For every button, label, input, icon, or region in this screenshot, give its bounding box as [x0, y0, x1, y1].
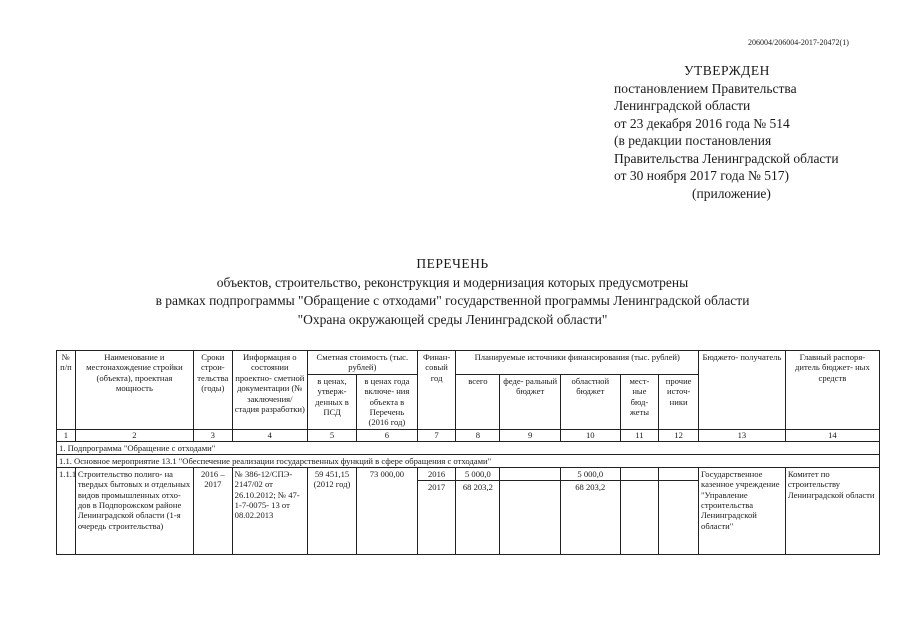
header-federal: феде- ральный бюджет [500, 374, 561, 429]
header-other: прочие источ- ники [659, 374, 699, 429]
funding-regional: 5 000,0 [560, 467, 620, 480]
main-activity-title: 1.1. Основное мероприятие 13.1 "Обеспечение реализации государственных функций в сфере обращения с отходами" [57, 454, 880, 467]
column-number: 14 [785, 429, 879, 441]
funding-federal [500, 467, 561, 480]
header-total: всего [456, 374, 500, 429]
objects-table [56, 350, 880, 555]
funding-local [620, 467, 659, 480]
header-fin-year: Финан- совый год [417, 351, 456, 430]
approval-block [614, 62, 839, 202]
column-number: 5 [307, 429, 356, 441]
section-row [57, 441, 880, 454]
header-terms: Сроки строи- тельства (годы) [193, 351, 232, 430]
header-name: Наименование и местонахождение стройки (объекта), проектная мощность [75, 351, 193, 430]
funding-other [659, 481, 699, 555]
cost-list: 73 000,00 [357, 467, 418, 554]
header-cost-psd: в ценах, утверж- денных в ПСД [307, 374, 356, 429]
approval-title: УТВЕРЖДЕН [684, 63, 770, 78]
approval-line: Ленинградской области [614, 98, 751, 113]
header-regional: областной бюджет [560, 374, 620, 429]
cost-psd: 59 451,15 (2012 год) [307, 467, 356, 554]
financial-year: 2016 [417, 467, 456, 480]
column-number: 6 [357, 429, 418, 441]
row-number: 1.1.1 [57, 467, 76, 554]
column-number: 11 [620, 429, 659, 441]
column-number: 3 [193, 429, 232, 441]
construction-terms: 2016 – 2017 [193, 467, 232, 554]
heading-line: "Охрана окружающей среды Ленинградской области" [297, 311, 608, 327]
column-numbers-row [57, 429, 880, 441]
approval-line: постановлением Правительства [614, 80, 797, 96]
object-name: Строительство полиго- на твердых бытовых и отдельных видов промышленных отхо- дов в Подпорожском районе Ленинградской области (1-я очередь строительства) [75, 467, 193, 554]
header-no: № п/п [57, 351, 76, 430]
table-header-row [57, 351, 880, 375]
column-number: 13 [699, 429, 786, 441]
header-sources: Планируемые источники финансирования (тыс. рублей) [456, 351, 699, 375]
column-number: 8 [456, 429, 500, 441]
document-heading [0, 255, 905, 329]
header-cost: Сметная стоимость (тыс. рублей) [307, 351, 417, 375]
funding-total: 68 203,2 [456, 481, 500, 555]
budget-recipient: Государственное казенное учреждение "Управление строительства Ленинградской области" [699, 467, 786, 554]
table-row [57, 467, 880, 480]
financial-year: 2017 [417, 481, 456, 555]
section-row [57, 454, 880, 467]
subprogram-title: 1. Подпрограмма "Обращение с отходами" [57, 441, 880, 454]
header-recipient: Бюджето- получатель [699, 351, 786, 430]
heading-line: в рамках подпрограммы "Обращение с отходами" государственной программы Ленинградской области [155, 293, 750, 308]
heading-line: объектов, строительство, реконструкция и модернизация которых предусмотрены [216, 274, 689, 290]
funding-other [659, 467, 699, 480]
column-number: 9 [500, 429, 561, 441]
funding-federal [500, 481, 561, 555]
budget-manager: Комитет по строительству Ленинградской области [785, 467, 879, 554]
funding-regional: 68 203,2 [560, 481, 620, 555]
approval-line: от 30 ноября 2017 года № 517) [614, 168, 790, 183]
column-number: 12 [659, 429, 699, 441]
funding-total: 5 000,0 [456, 467, 500, 480]
header-manager: Главный распоря- дитель бюджет- ных средств [785, 351, 879, 430]
column-number: 10 [560, 429, 620, 441]
document-id: 206004/206004-2017-20472(1) [748, 38, 849, 47]
column-number: 2 [75, 429, 193, 441]
heading-title: ПЕРЕЧЕНЬ [416, 256, 489, 271]
header-local: мест- ные бюд- жеты [620, 374, 659, 429]
header-docs: Информация о состоянии проектно- сметной документации (№ заключения/ стадия разработки) [232, 351, 307, 430]
approval-line: Правительства Ленинградской области [614, 150, 839, 166]
funding-local [620, 481, 659, 555]
header-cost-list: в ценах года включе- ния объекта в Перечень (2016 год) [357, 374, 418, 429]
approval-line: от 23 декабря 2016 года № 514 [614, 115, 790, 131]
design-documentation: № 386-12/СПЭ- 2147/02 от 26.10.2012; № 47-1-7-0075- 13 от 08.02.2013 [232, 467, 307, 554]
column-number: 7 [417, 429, 456, 441]
approval-line: (в редакции постановления [614, 133, 772, 148]
approval-appendix: (приложение) [692, 185, 771, 201]
column-number: 1 [57, 429, 76, 441]
column-number: 4 [232, 429, 307, 441]
